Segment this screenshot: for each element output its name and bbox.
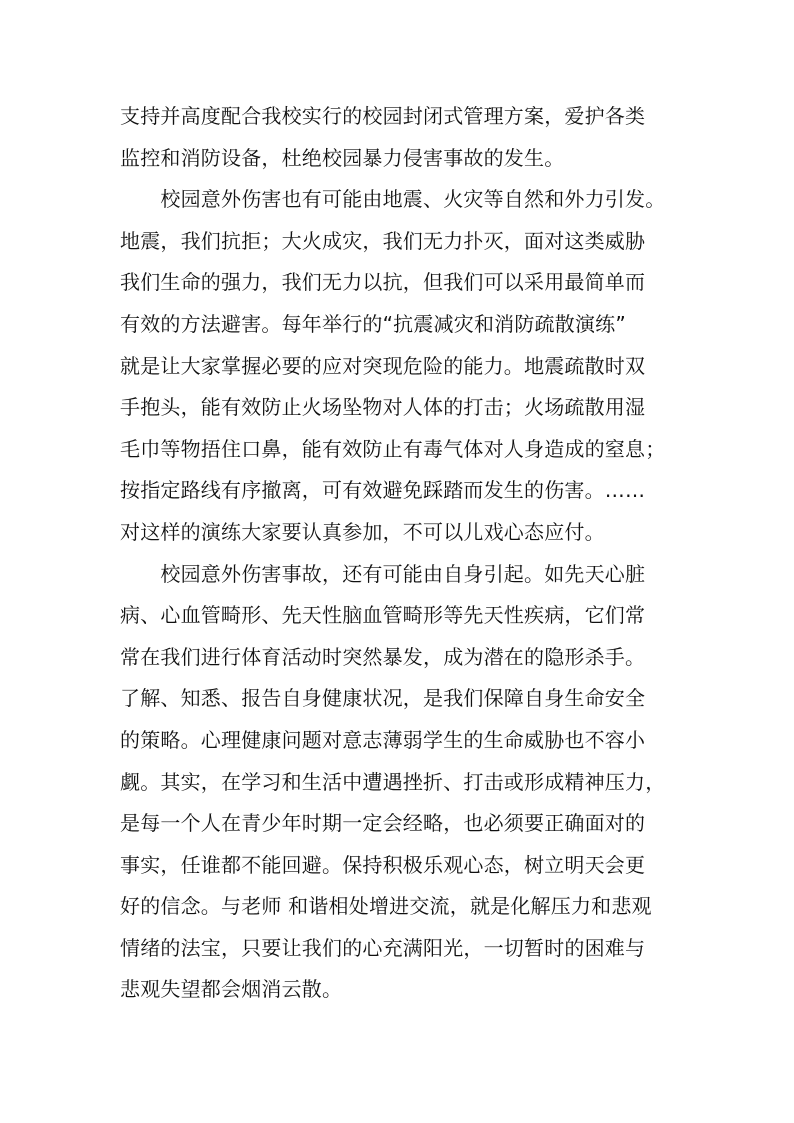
text-line: 就是让大家掌握必要的应对突现危险的能力。地震疏散时双 <box>120 353 646 378</box>
text-line: 监控和消防设备，杜绝校园暴力侵害事故的发生。 <box>120 145 565 170</box>
text-line: 的策略。心理健康问题对意志薄弱学生的生命威胁也不容小 <box>120 727 646 752</box>
text-line: 支持并高度配合我校实行的校园封闭式管理方案，爱护各类 <box>120 104 646 128</box>
text-line: 病、心血管畸形、先天性脑血管畸形等先天性疾病，它们常 <box>120 603 646 628</box>
text-line: 情绪的法宝，只要让我们的心充满阳光，一切暂时的困难与 <box>120 935 646 960</box>
text-line: 悲观失望都会烟消云散。 <box>120 977 343 1002</box>
text-line: 毛巾等物捂住口鼻，能有效防止有毒气体对人身造成的窒息； <box>120 436 666 461</box>
text-line: 对这样的演练大家要认真参加，不可以儿戏心态应付。 <box>120 519 605 544</box>
text-line: 是每一个人在青少年时期一定会经略，也必须要正确面对的 <box>120 811 646 836</box>
text-line: 校园意外伤害也有可能由地震、火灾等自然和外力引发。 <box>120 187 666 212</box>
text-line: 按指定路线有序撤离，可有效避免踩踏而发生的伤害。…… <box>120 478 646 503</box>
text-line: 我们生命的强力，我们无力以抗，但我们可以采用最简单而 <box>120 270 646 295</box>
text-line: 觑。其实，在学习和生活中遭遇挫折、打击或形成精神压力， <box>120 769 666 794</box>
body-text <box>120 96 720 1011</box>
text-line: 了解、知悉、报告自身健康状况，是我们保障自身生命安全 <box>120 686 646 711</box>
text-line: 事实，任谁都不能回避。保持积极乐观心态，树立明天会更 <box>120 852 646 877</box>
text-line: 地震，我们抗拒；大火成灾，我们无力扑灭，面对这类威胁 <box>120 228 646 253</box>
text-line: 常在我们进行体育活动时突然暴发，成为潜在的隐形杀手。 <box>120 644 646 669</box>
text-line: 手抱头，能有效防止火场坠物对人体的打击；火场疏散用湿 <box>120 395 646 420</box>
text-line: 有效的方法避害。每年举行的“抗震减灾和消防疏散演练” <box>120 311 626 336</box>
text-line: 好的信念。与老师 和谐相处增进交流，就是化解压力和悲观 <box>120 894 652 919</box>
text-line: 校园意外伤害事故，还有可能由自身引起。如先天心脏 <box>120 561 646 586</box>
